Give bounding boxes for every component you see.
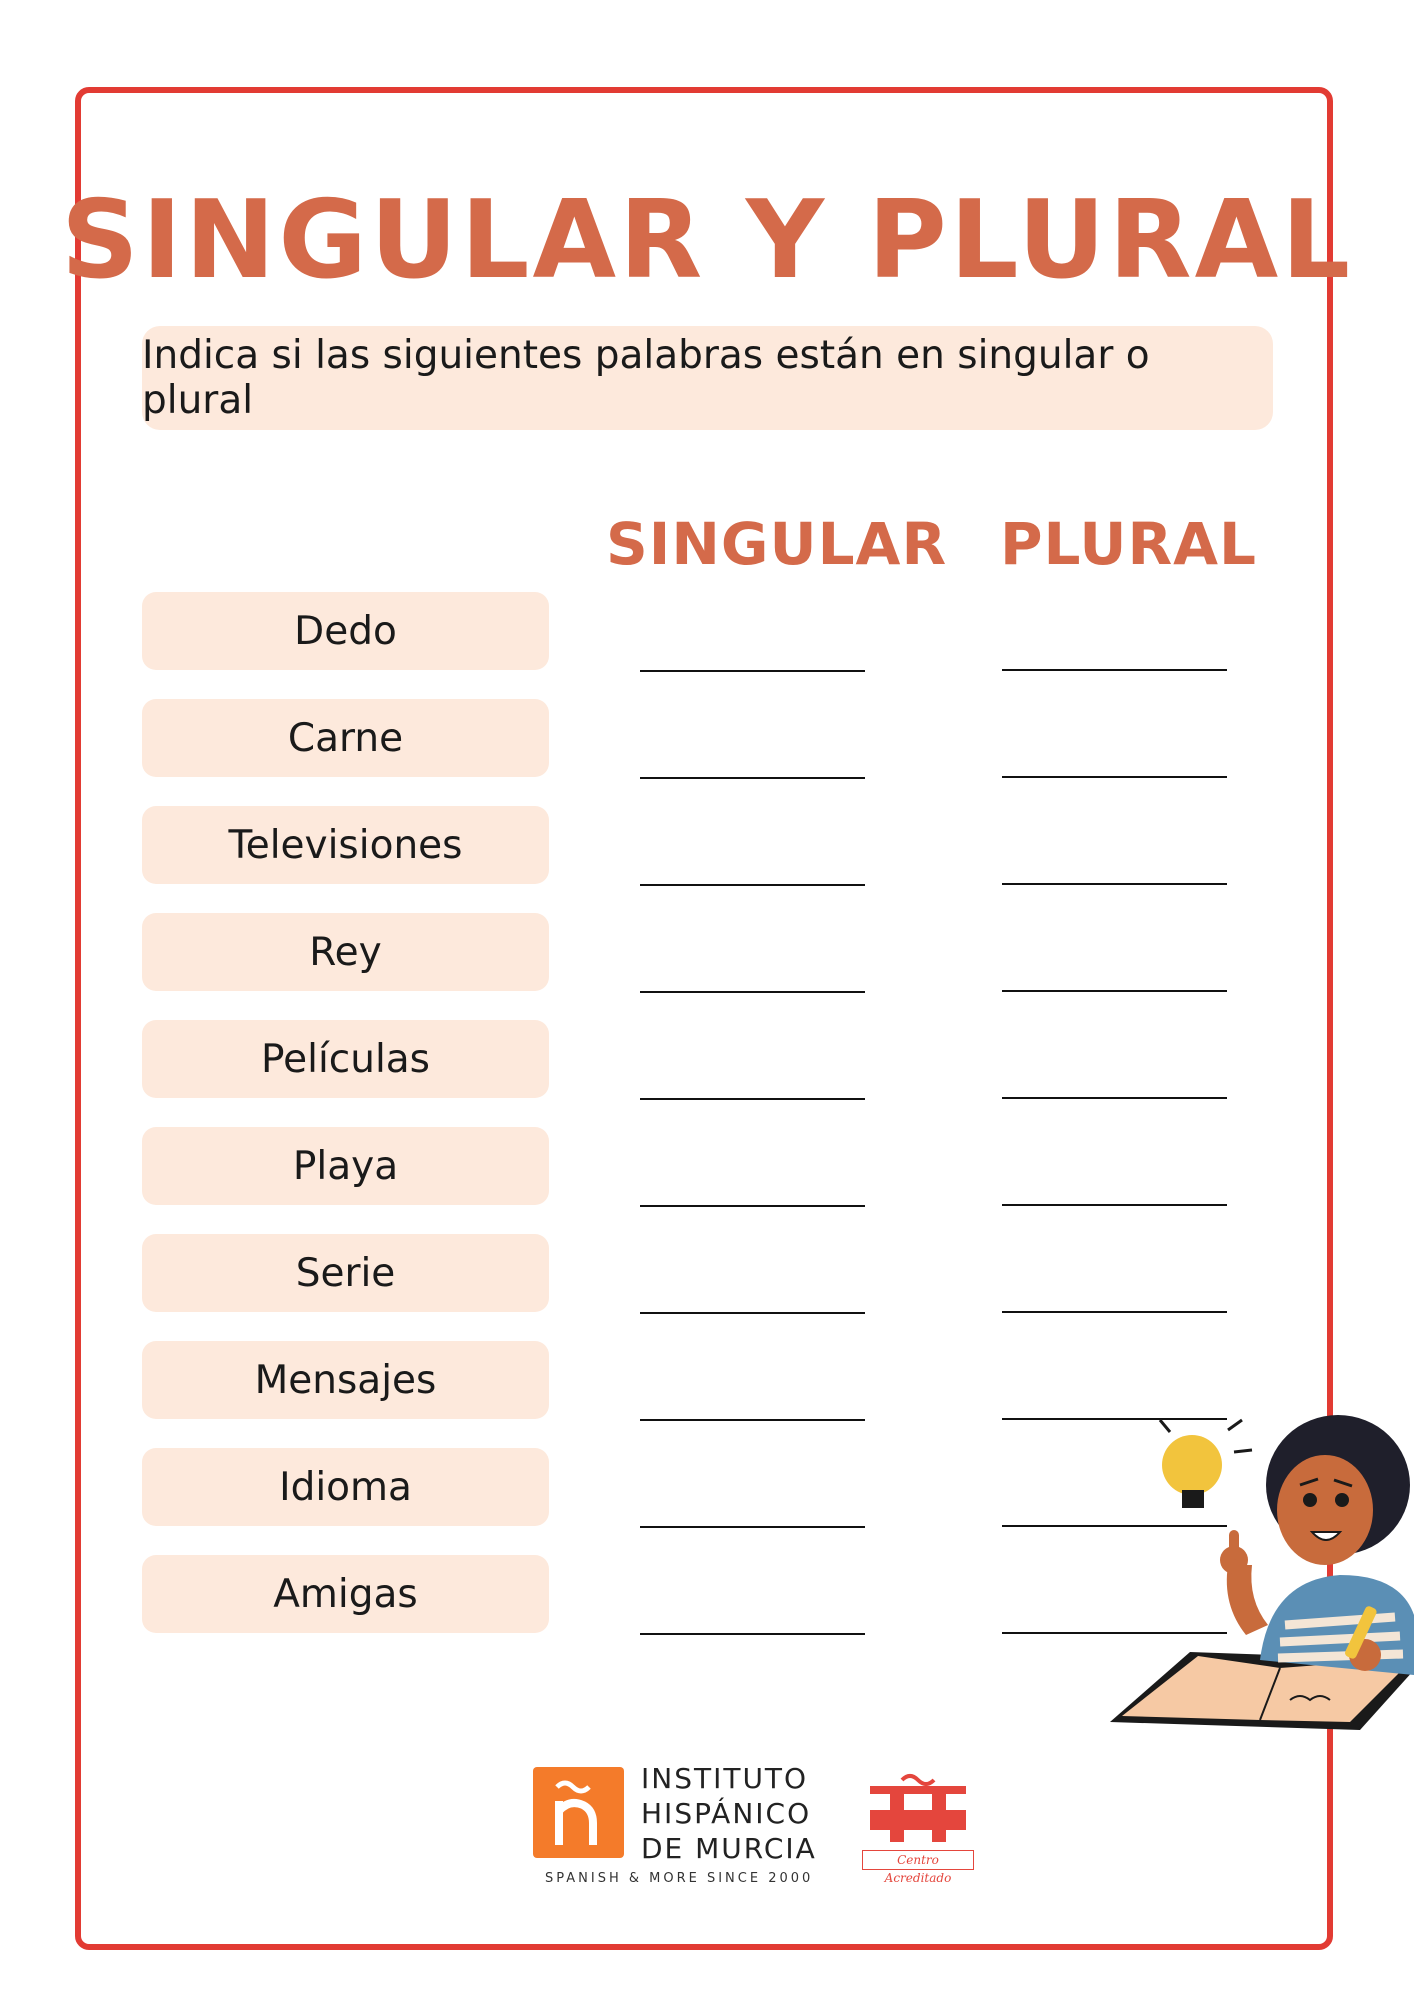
singular-answer-line[interactable] bbox=[640, 1419, 865, 1421]
singular-answer-line[interactable] bbox=[640, 1526, 865, 1528]
word-box: Carne bbox=[142, 699, 549, 777]
word-box: Rey bbox=[142, 913, 549, 991]
plural-answer-line[interactable] bbox=[1002, 669, 1227, 671]
word-box: Mensajes bbox=[142, 1341, 549, 1419]
singular-answer-line[interactable] bbox=[640, 1205, 865, 1207]
singular-answer-line[interactable] bbox=[640, 777, 865, 779]
word-box: Serie bbox=[142, 1234, 549, 1312]
logo-line-1: INSTITUTO bbox=[641, 1762, 809, 1795]
plural-answer-line[interactable] bbox=[1002, 776, 1227, 778]
instituto-hispanico-logo bbox=[533, 1755, 843, 1890]
word-box: Idioma bbox=[142, 1448, 549, 1526]
word-box: Películas bbox=[142, 1020, 549, 1098]
singular-answer-line[interactable] bbox=[640, 1633, 865, 1635]
logo-n-mark bbox=[533, 1767, 624, 1858]
cervantes-caption: Centro Acreditado bbox=[862, 1850, 974, 1870]
girl-with-lightbulb-illustration bbox=[1110, 1390, 1414, 1740]
plural-answer-line[interactable] bbox=[1002, 1311, 1227, 1313]
column-header-plural: PLURAL bbox=[1000, 510, 1258, 578]
plural-answer-line[interactable] bbox=[1002, 1097, 1227, 1099]
word-box: Amigas bbox=[142, 1555, 549, 1633]
plural-answer-line[interactable] bbox=[1002, 883, 1227, 885]
instituto-cervantes-logo bbox=[862, 1772, 977, 1885]
logo-tagline: SPANISH & MORE SINCE 2000 bbox=[545, 1871, 814, 1886]
singular-answer-line[interactable] bbox=[640, 884, 865, 886]
singular-answer-line[interactable] bbox=[640, 1312, 865, 1314]
worksheet-title: SINGULAR Y PLURAL bbox=[60, 178, 1354, 303]
singular-answer-line[interactable] bbox=[640, 670, 865, 672]
singular-answer-line[interactable] bbox=[640, 991, 865, 993]
word-box: Televisiones bbox=[142, 806, 549, 884]
singular-answer-line[interactable] bbox=[640, 1098, 865, 1100]
plural-answer-line[interactable] bbox=[1002, 990, 1227, 992]
logo-line-3: DE MURCIA bbox=[641, 1832, 817, 1865]
column-header-singular: SINGULAR bbox=[606, 510, 948, 578]
plural-answer-line[interactable] bbox=[1002, 1204, 1227, 1206]
instructions-banner: Indica si las siguientes palabras están en singular o plural bbox=[142, 326, 1273, 430]
word-box: Playa bbox=[142, 1127, 549, 1205]
word-box: Dedo bbox=[142, 592, 549, 670]
logo-line-2: HISPÁNICO bbox=[641, 1797, 812, 1830]
